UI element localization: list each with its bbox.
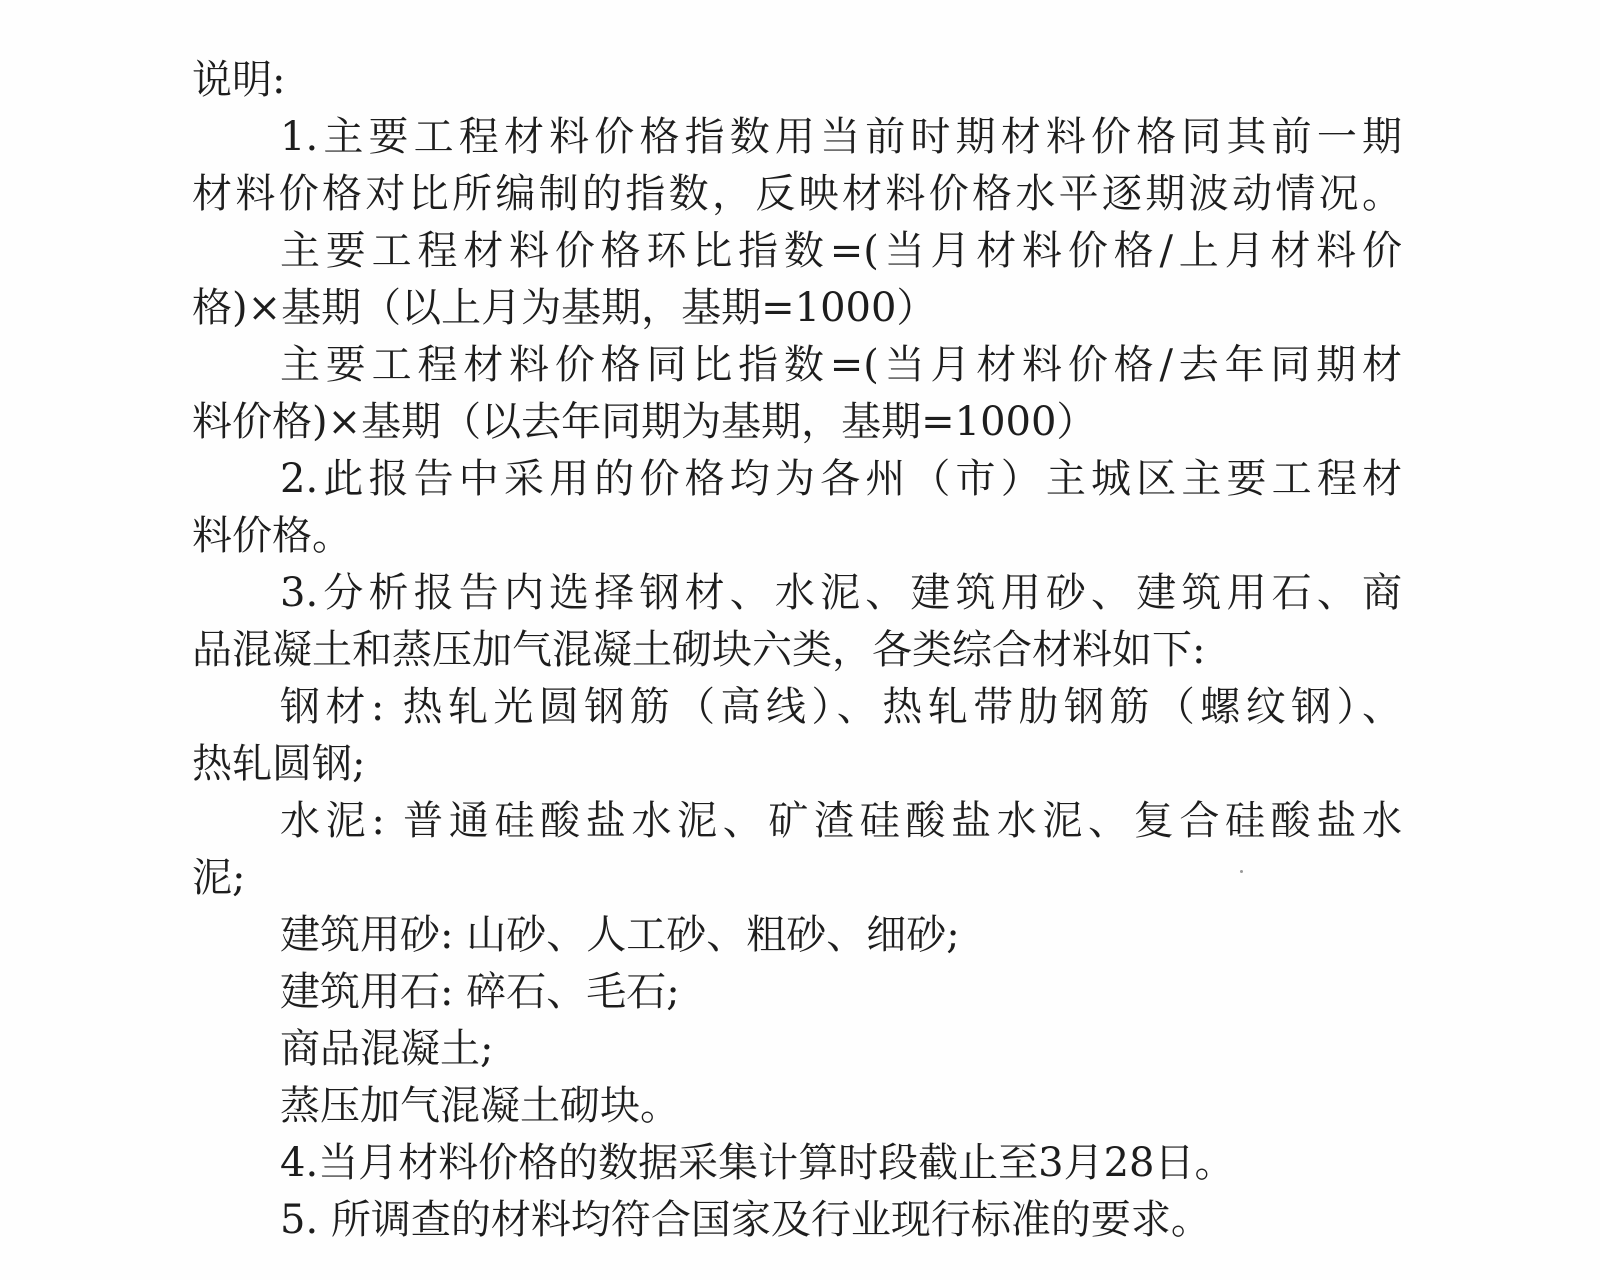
- paragraph-line: 建筑用石: 碎石、毛石;: [280, 969, 680, 1015]
- paragraph-line: 格)×基期（以上月为基期，基期=1000）: [192, 285, 937, 331]
- paragraph-line: 3.分析报告内选择钢材、水泥、建筑用砂、建筑用石、商: [280, 570, 1402, 616]
- paragraph-line: 1.主要工程材料价格指数用当前时期材料价格同其前一期: [280, 114, 1402, 160]
- paragraph-line: 钢材: 热轧光圆钢筋（高线）、热轧带肋钢筋（螺纹钢）、: [280, 684, 1402, 730]
- paragraph-line: 主要工程材料价格同比指数=(当月材料价格/去年同期材: [280, 342, 1402, 388]
- paragraph-line: 品混凝土和蒸压加气混凝土砌块六类，各类综合材料如下:: [192, 627, 1206, 673]
- scan-speck: [1240, 870, 1243, 873]
- paragraph-line: 2.此报告中采用的价格均为各州（市）主城区主要工程材: [280, 456, 1402, 502]
- paragraph-line: 料价格)×基期（以去年同期为基期，基期=1000）: [192, 399, 1097, 445]
- paragraph-line: 商品混凝土;: [280, 1026, 494, 1072]
- paragraph-line: 4.当月材料价格的数据采集计算时段截止至3月28日。: [280, 1140, 1235, 1186]
- document-body: [192, 52, 1402, 1249]
- paragraph-line: 材料价格对比所编制的指数，反映材料价格水平逐期波动情况。: [192, 171, 1402, 217]
- paragraph-line: 建筑用砂: 山砂、人工砂、粗砂、细砂;: [280, 912, 960, 958]
- paragraph-line: 泥;: [192, 855, 246, 901]
- paragraph-line: 主要工程材料价格环比指数=(当月材料价格/上月材料价: [280, 228, 1402, 274]
- paragraph-line: 蒸压加气混凝土砌块。: [280, 1083, 680, 1129]
- paragraph-line: 5. 所调查的材料均符合国家及行业现行标准的要求。: [280, 1197, 1211, 1243]
- paragraph-line: 热轧圆钢;: [192, 741, 366, 787]
- heading: 说明:: [192, 57, 286, 103]
- paragraph-line: 水泥: 普通硅酸盐水泥、矿渣硅酸盐水泥、复合硅酸盐水: [280, 798, 1402, 844]
- paragraph-line: 料价格。: [192, 513, 352, 559]
